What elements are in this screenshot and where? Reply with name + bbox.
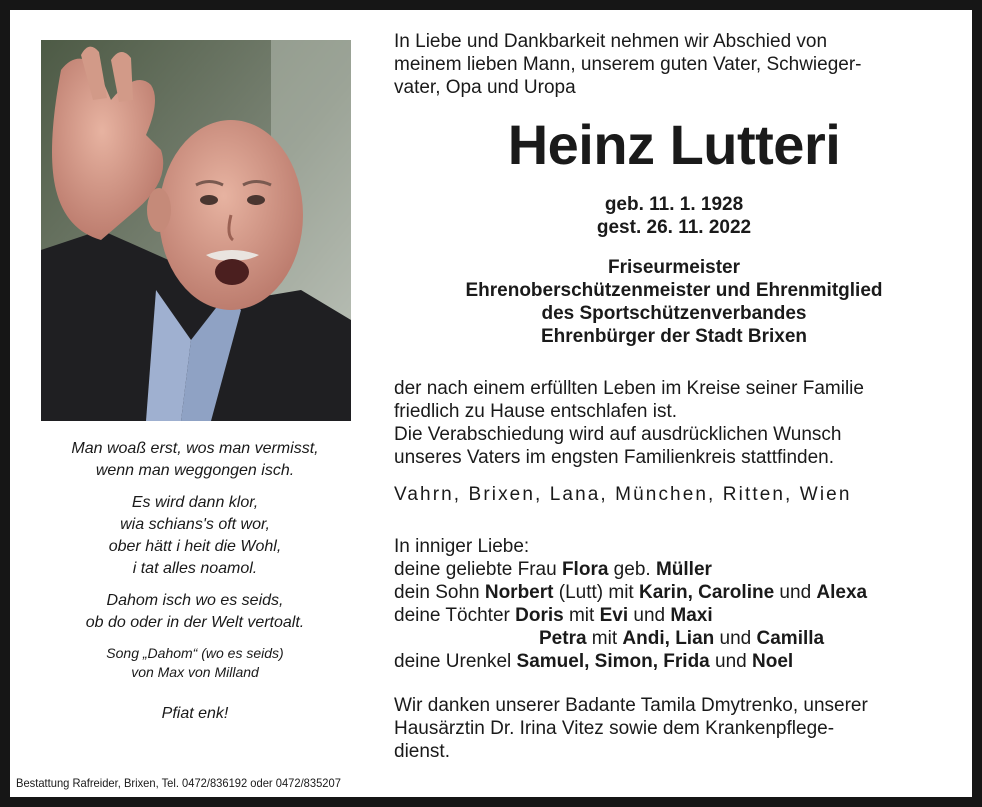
death-date: gest. 26. 11. 2022 bbox=[596, 217, 752, 238]
song-credit bbox=[32, 644, 358, 682]
poem-line: wenn man weggongen isch. bbox=[95, 462, 295, 479]
intro-line: vater, Opa und Uropa bbox=[394, 77, 576, 98]
person-name: Maxi bbox=[670, 605, 713, 626]
intro-line: In Liebe und Dankbarkeit nehmen wir Abschied von bbox=[394, 31, 828, 52]
person-name: Karin, Caroline bbox=[639, 582, 775, 603]
family-row-great-grandchildren bbox=[394, 650, 954, 673]
poem-stanza bbox=[32, 492, 358, 580]
person-name: Doris bbox=[515, 605, 564, 626]
title-line: Ehrenoberschützenmeister und Ehrenmitglied bbox=[465, 280, 883, 301]
person-name: Norbert bbox=[484, 582, 554, 603]
honorary-titles bbox=[394, 256, 954, 348]
thanks-text bbox=[394, 694, 954, 763]
poem-stanza bbox=[32, 590, 358, 634]
intro-text bbox=[394, 30, 954, 99]
deceased-name: Heinz Lutteri bbox=[507, 113, 841, 176]
relation-label: deine Töchter bbox=[394, 605, 516, 626]
poem-line: ober hätt i heit die Wohl, bbox=[108, 538, 282, 555]
poem-line: Man woaß erst, wos man vermisst, bbox=[71, 440, 319, 457]
intro-line: meinem lieben Mann, unserem guten Vater, Schwieger- bbox=[394, 54, 862, 75]
person-name: Noel bbox=[752, 651, 794, 672]
connector-text: mit bbox=[586, 628, 623, 649]
announcement-line: Die Verabschiedung wird auf ausdrücklichen Wunsch bbox=[394, 424, 842, 445]
connector-text: und bbox=[628, 605, 671, 626]
person-name: Petra bbox=[539, 628, 587, 649]
connector-text: und bbox=[714, 628, 757, 649]
thanks-line: Hausärztin Dr. Irina Vitez sowie dem Krankenpflege- bbox=[394, 718, 835, 739]
places-list: Vahrn, Brixen, Lana, München, Ritten, Wien bbox=[394, 484, 852, 505]
thanks-line: dienst. bbox=[394, 741, 450, 762]
poem-line: Dahom isch wo es seids, bbox=[106, 592, 284, 609]
poem bbox=[32, 438, 358, 725]
poem-line: Es wird dann klor, bbox=[131, 494, 259, 511]
poem-stanza bbox=[32, 438, 358, 482]
portrait-illustration bbox=[41, 40, 351, 421]
connector-text: mit bbox=[563, 605, 600, 626]
life-dates bbox=[394, 193, 954, 239]
announcement-line: friedlich zu Hause entschlafen ist. bbox=[394, 401, 678, 422]
connector-text: und bbox=[774, 582, 817, 603]
relation-label: dein Sohn bbox=[394, 582, 485, 603]
title-line: Friseurmeister bbox=[607, 257, 740, 278]
portrait-photo bbox=[41, 40, 351, 421]
poem-line: wia schians's oft wor, bbox=[120, 516, 270, 533]
person-name: Camilla bbox=[756, 628, 825, 649]
poem-line: i tat alles noamol. bbox=[132, 560, 258, 577]
person-name: Evi bbox=[599, 605, 629, 626]
connector-text: und bbox=[709, 651, 753, 672]
poem-line: ob do oder in der Welt vertoalt. bbox=[85, 614, 305, 631]
relation-label: deine geliebte Frau bbox=[394, 559, 562, 580]
song-credit-line: von Max von Milland bbox=[131, 664, 259, 680]
birth-date: geb. 11. 1. 1928 bbox=[604, 194, 744, 215]
relation-label: deine Urenkel bbox=[394, 651, 517, 672]
family-row-son bbox=[394, 581, 954, 604]
person-name: Samuel, Simon, Frida bbox=[516, 651, 710, 672]
title-line: des Sportschützenverbandes bbox=[541, 303, 807, 324]
connector-text: geb. bbox=[608, 559, 656, 580]
person-name: Flora bbox=[561, 559, 609, 580]
family-row-daughter bbox=[394, 604, 954, 627]
person-name: Andi, Lian bbox=[622, 628, 715, 649]
family-heading: In inniger Liebe: bbox=[394, 536, 530, 557]
family-list bbox=[394, 535, 954, 673]
connector-text: (Lutt) mit bbox=[553, 582, 639, 603]
farewell-text: Pfiat enk! bbox=[161, 705, 229, 722]
person-name: Alexa bbox=[816, 582, 868, 603]
family-row-daughter bbox=[394, 627, 954, 650]
title-line: Ehrenbürger der Stadt Brixen bbox=[540, 326, 808, 347]
family-row-wife bbox=[394, 558, 954, 581]
song-credit-line: Song „Dahom“ (wo es seids) bbox=[106, 645, 284, 661]
announcement-line: der nach einem erfüllten Leben im Kreise seiner Familie bbox=[394, 378, 864, 399]
announcement-line: unseres Vaters im engsten Familienkreis stattfinden. bbox=[394, 447, 835, 468]
thanks-line: Wir danken unserer Badante Tamila Dmytrenko, unserer bbox=[394, 695, 868, 716]
announcement-text bbox=[394, 377, 954, 469]
funeral-home-footer: Bestattung Rafreider, Brixen, Tel. 0472/836192 oder 0472/835207 bbox=[16, 776, 341, 790]
person-name: Müller bbox=[655, 559, 712, 580]
